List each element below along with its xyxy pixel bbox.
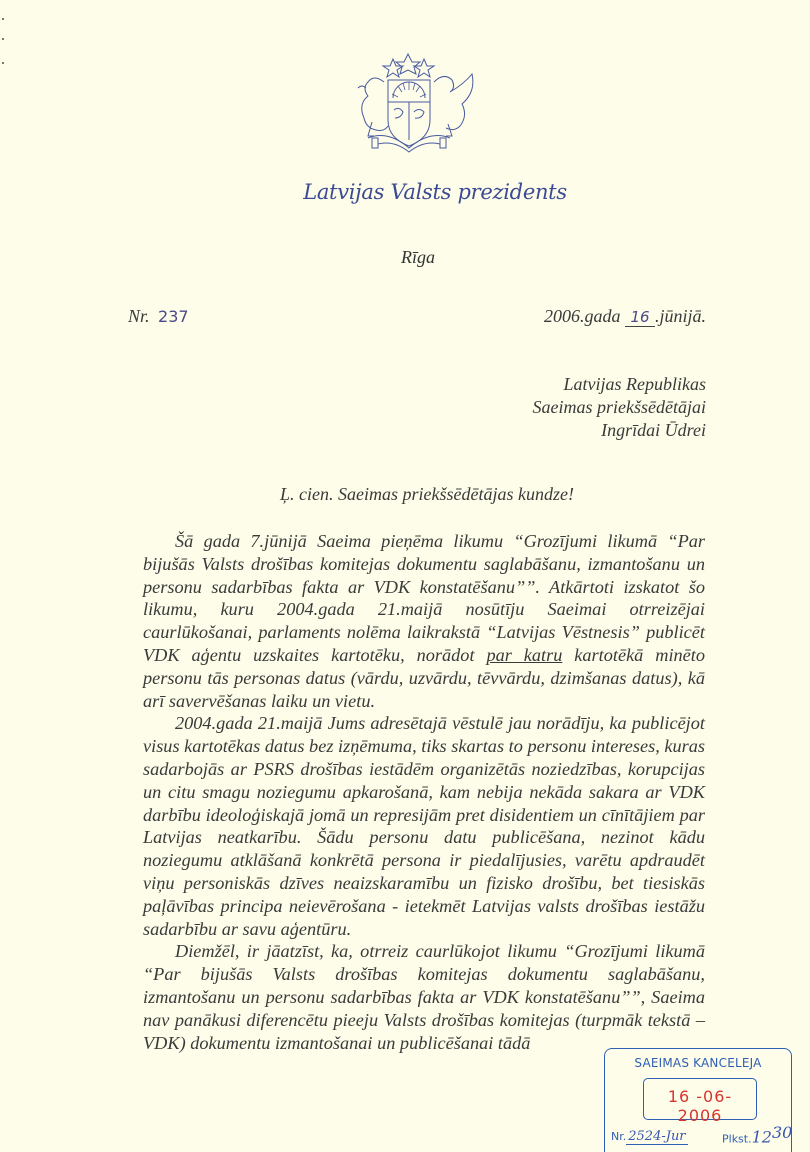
addressee-line: Saeimas priekšsēdētājai: [532, 397, 706, 417]
stamp-title: SAEIMAS KANCELEJA: [634, 1056, 762, 1070]
date-prefix: 2006.gada: [543, 306, 621, 326]
scan-mark: [2, 38, 4, 40]
paragraph: [143, 530, 705, 712]
addressee-block: [533, 373, 706, 442]
salutation: Ļ. cien. Saeimas priekšsēdētājas kundze!: [280, 484, 574, 504]
paragraph-text: kartotēkā minēto personu tās personas datus (vārdu, uzvārdu, tēvvārdu, dzimšanas datus), kā arī savervēšanas laiku un vietu.: [143, 644, 705, 711]
addressee-line: Ingrīdai Ūdrei: [601, 420, 706, 440]
reference-number: [128, 306, 189, 327]
letter-body: [143, 530, 705, 1054]
coat-of-arms-icon: [338, 52, 480, 156]
paragraph: 2004.gada 21.maijā Jums adresētajā vēstulē jau norādīju, ka publicējot visus kartotēkas datus bez izņēmuma, tiks skartas to personu intereses, kuras sadarbojās ar PSRS drošības iestādēm organizētās noziedzības, korupcijas un citu smagu noziegumu apkarošanā, kam nebija nekāda sakara ar VDK darbību ideoloģiskajā jomā un represijām pret disidentiem un cīnītājiem par Latvijas neatkarību. Šādu personu datu publicēšana, nezinot kādu noziegumu atklāšanā konkrētā persona ir piedalījusies, varētu apdraudēt viņu personiskās dzīves neaizskaramību un fizisko drošību, bet tiesiskās paļāvības principa neievērošana - ietekmēt Latvijas valsts drošības iestāžu sadarbību ar savu aģentūru.: [143, 713, 705, 939]
received-stamp: [604, 1048, 792, 1152]
stamp-time-hour: 12: [751, 1127, 772, 1147]
addressee-line: Latvijas Republikas: [563, 374, 706, 394]
stamp-time-label: Plkst.: [722, 1132, 752, 1146]
stamp-date-box: [643, 1078, 757, 1125]
date-day: 16: [625, 308, 655, 327]
stars-icon: [383, 54, 434, 77]
stamp-number: [611, 1129, 688, 1144]
scan-mark: [2, 62, 4, 64]
paragraph-text: Šā gada 7.jūnijā Saeima pieņēma likumu “Grozījumi likumā “Par bijušās Valsts drošības komitejas dokumentu saglabāšanu, izmantošanu un personu sadarbības fakta ar VDK konstatēšanu””. Atkārtoti izskatot šo likumu, kuru 2004.gada 21.maijā nosūtīju Saeimai otrreizējai caurlūkošanai, parlaments nolēma laikrakstā “Latvijas Vēstnesis” publicēt VDK aģentu uzskaites kartotēku, norādot: [143, 531, 705, 665]
reference-number-value: 237: [158, 307, 189, 326]
stamp-time-minutes: 30: [771, 1123, 793, 1142]
date-suffix: .jūnijā.: [654, 306, 706, 326]
letterhead-city: Rīga: [401, 247, 435, 267]
letterhead-title: Latvijas Valsts prezidents: [303, 180, 567, 204]
paragraph: Diemžēl, ir jāatzīst, ka, otrreiz caurlūkojot likumu “Grozījumi likumā “Par bijušās Valsts drošības komitejas dokumentu saglabāšanu, izmantošanu un personu sadarbības fakta ar VDK konstatēšanu””, Saeima nav panākusi diferencētu pieeju Valsts drošības komitejas (turpmāk tekstā – VDK) dokumentu izmantošanai un publicēšanai tādā: [143, 941, 705, 1053]
lion-icon: [358, 78, 388, 136]
reference-number-label: Nr.: [128, 306, 150, 326]
stamp-time: [722, 1123, 792, 1147]
stamp-number-value: 2524-Jur: [628, 1129, 686, 1144]
stamp-number-label: Nr.: [611, 1130, 627, 1143]
scan-mark: [2, 18, 4, 20]
emphasis-underlined: par katru: [486, 644, 563, 665]
letter-date: [544, 306, 706, 327]
griffin-icon: [434, 74, 473, 136]
stamp-date: 16 -06- 2006: [667, 1087, 733, 1125]
